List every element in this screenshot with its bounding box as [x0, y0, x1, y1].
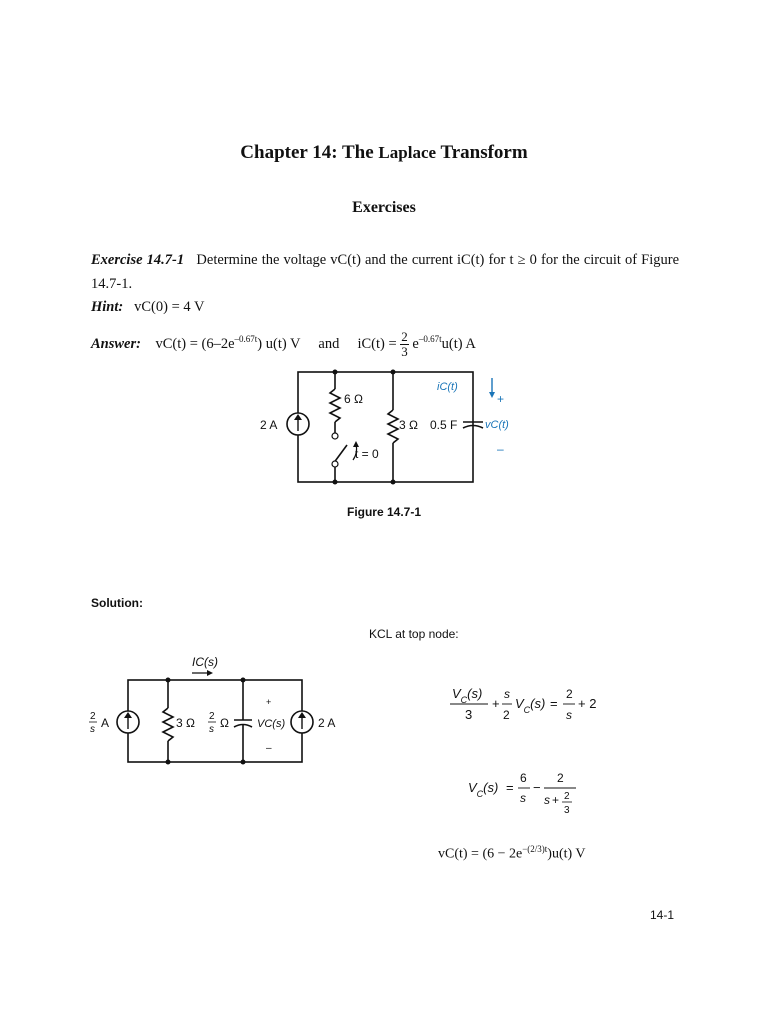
svg-text:s: s — [544, 793, 550, 807]
fraction-num: 2 — [90, 711, 96, 722]
resistor-label: 3 Ω — [176, 716, 195, 730]
svg-text:−: − — [533, 780, 541, 795]
hint: Hint: vC(0) = 4 V — [91, 299, 205, 315]
resistor-label-3: 3 Ω — [399, 418, 418, 432]
fraction-den: s — [209, 724, 214, 735]
minus-sign: – — [497, 442, 504, 456]
fraction-num: 2 — [209, 711, 215, 722]
svg-text:+: + — [552, 793, 560, 807]
svg-text:+ 2: + 2 — [578, 696, 597, 711]
resistor-label-6: 6 Ω — [344, 392, 363, 406]
equation-vc-s — [466, 769, 586, 825]
svg-text:3: 3 — [564, 805, 570, 816]
impedance-unit: Ω — [220, 716, 229, 730]
section-heading: Exercises — [352, 199, 416, 216]
solution-label: Solution: — [91, 596, 143, 610]
source-label: 2 A — [260, 418, 278, 432]
capacitor-label: 0.5 F — [430, 418, 458, 432]
switch-label: t = 0 — [355, 447, 379, 461]
svg-text:2: 2 — [557, 771, 564, 785]
page-number: 14-1 — [650, 908, 675, 922]
svg-text:s: s — [520, 791, 526, 805]
svg-text:6: 6 — [520, 771, 527, 785]
figure-caption: Figure 14.7-1 — [346, 505, 422, 519]
eq-term: $V_C(s)$ — [452, 686, 483, 705]
voltage-label: VC(s) — [257, 718, 286, 730]
svg-text:3: 3 — [465, 707, 473, 722]
voltage-label: vC(t) — [485, 419, 509, 431]
exercise-text: Determine the voltage vC(t) and the current iC(t) for t ≥ 0 for the circuit of Figure 14.7-1. — [91, 252, 680, 292]
fraction: $\frac{2}{3}$ — [401, 329, 408, 359]
svg-text:2: 2 — [564, 791, 570, 802]
plus-sign: + — [266, 697, 272, 707]
current-label: IC(s) — [192, 655, 218, 669]
svg-text:=: = — [550, 696, 558, 711]
plus-sign: + — [497, 392, 505, 406]
source-label: 2 A — [318, 716, 336, 730]
circuit-diagram-2 — [88, 652, 350, 770]
svg-text:VC(s): $V_C(s)$ — [468, 780, 499, 799]
svg-text:2: 2 — [566, 687, 573, 701]
equation-vc-t: $vC(t) = (6 - 2e^{-(2/3)t})u(t)$ V — [438, 844, 586, 862]
exercise-statement — [91, 248, 679, 296]
svg-text:VC(s): $V_C(s)$ — [515, 696, 546, 715]
equation-kcl — [446, 684, 606, 732]
answer: Answer: $vC(t) = (6-2e^{-0.67t})$ u(t) V and iC(t) = $\frac{2}{3}$ $e^{-0.67t}u(t)$ A — [91, 329, 476, 359]
current-label: iC(t) — [437, 381, 458, 393]
source-unit: A — [101, 716, 110, 730]
fraction-den: s — [90, 724, 95, 735]
svg-text:2: 2 — [503, 708, 510, 722]
circuit-diagram-1 — [255, 365, 525, 490]
page-title: Chapter 14: The Laplace Transform — [240, 142, 528, 163]
exercise-label: Exercise 14.7-1 — [91, 252, 185, 268]
kcl-label: KCL at top node: — [369, 627, 459, 641]
svg-text:s: s — [504, 687, 510, 701]
minus-sign: – — [266, 743, 272, 754]
svg-text:s: s — [566, 708, 572, 722]
svg-text:=: = — [506, 780, 514, 795]
svg-text:+: + — [492, 696, 500, 711]
